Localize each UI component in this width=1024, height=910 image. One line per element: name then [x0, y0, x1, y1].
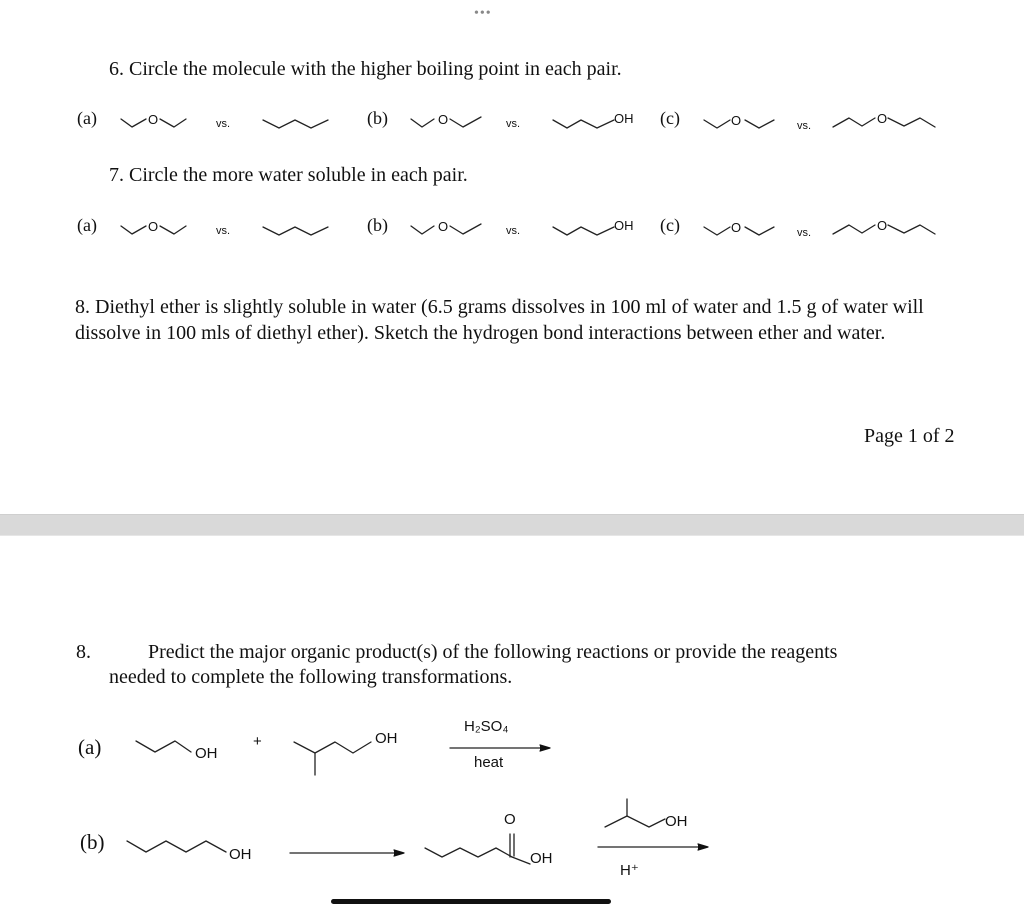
q7-c-oxygen-2: O	[877, 218, 888, 233]
reaction-a-reagent-bottom: heat	[474, 754, 504, 771]
q6-b-oxygen: O	[438, 112, 449, 127]
q6-c-vs: vs.	[797, 120, 812, 132]
reaction-a-propanol[interactable]	[135, 736, 195, 761]
q6-a-label: (a)	[77, 108, 97, 128]
q7-a-vs: vs.	[216, 225, 231, 237]
reaction-b-hexanoic-acid[interactable]	[424, 826, 534, 868]
q7-c-vs: vs.	[797, 227, 812, 239]
reaction-a-oh-2: OH	[375, 730, 398, 747]
reaction-a-label: (a)	[78, 735, 102, 759]
q6-a-oxygen: O	[148, 112, 159, 127]
question-6-title: 6. Circle the molecule with the higher boiling point in each pair.	[109, 58, 622, 80]
page2-question-number: 8.	[76, 641, 91, 663]
reaction-a-isopentanol[interactable]	[293, 736, 378, 778]
q7-c-oxygen-1: O	[731, 220, 742, 235]
reaction-b-isobutanol[interactable]	[603, 797, 668, 837]
question-7-title: 7. Circle the more water soluble in each pair.	[109, 164, 468, 186]
q7-b-label: (b)	[367, 215, 388, 235]
page2-question-line1: Predict the major organic product(s) of the following reactions or provide the reagents	[148, 641, 838, 663]
reaction-a-arrow	[448, 742, 552, 754]
q7-a-label: (a)	[77, 215, 97, 235]
reaction-b-label: (b)	[80, 830, 105, 854]
q7-b-vs: vs.	[506, 225, 521, 237]
q6-a-vs: vs.	[216, 118, 231, 130]
q6-b-vs: vs.	[506, 118, 521, 130]
q6-b-hydroxyl: OH	[614, 111, 634, 126]
page-number: Page 1 of 2	[864, 425, 955, 447]
q6-b-pentanol[interactable]	[552, 115, 622, 135]
scroll-indicator[interactable]	[331, 899, 611, 904]
reaction-b-hexanol[interactable]	[126, 836, 236, 861]
reaction-b-acid-oh: OH	[530, 850, 553, 867]
reaction-b-oh-1: OH	[229, 846, 252, 863]
page2-question-line2: needed to complete the following transformations.	[109, 666, 513, 688]
ellipsis-icon[interactable]: •••	[474, 6, 492, 21]
reaction-a-oh-1: OH	[195, 745, 218, 762]
reaction-b-arrow-2	[596, 841, 712, 853]
question-8-paragraph: 8. Diethyl ether is slightly soluble in water (6.5 grams dissolves in 100 ml of water and 1.5 g of water will dissolve in 100 mls of diethyl ether). Sketch the hydrogen bond interactions between ether and water.	[75, 296, 924, 344]
q6-b-label: (b)	[367, 108, 388, 128]
q6-a-pentane[interactable]	[262, 115, 332, 135]
reaction-a-plus: +	[253, 733, 262, 750]
q6-c-oxygen-2: O	[877, 111, 888, 126]
reaction-a-reagent-top: H₂SO₄	[464, 718, 509, 735]
q6-c-label: (c)	[660, 108, 680, 128]
reaction-b-reagent-bottom: H⁺	[620, 862, 639, 879]
page-divider	[0, 514, 1024, 536]
q7-b-hydroxyl: OH	[614, 218, 634, 233]
q7-b-pentanol[interactable]	[552, 222, 622, 242]
reaction-b-arrow-1	[288, 847, 406, 859]
q7-c-label: (c)	[660, 215, 680, 235]
q7-b-oxygen: O	[438, 219, 449, 234]
q7-a-oxygen: O	[148, 219, 159, 234]
q7-a-pentane[interactable]	[262, 222, 332, 242]
reaction-b-acid-oxygen: O	[504, 811, 516, 828]
q6-c-oxygen-1: O	[731, 113, 742, 128]
reaction-b-alcohol-oh: OH	[665, 813, 688, 830]
